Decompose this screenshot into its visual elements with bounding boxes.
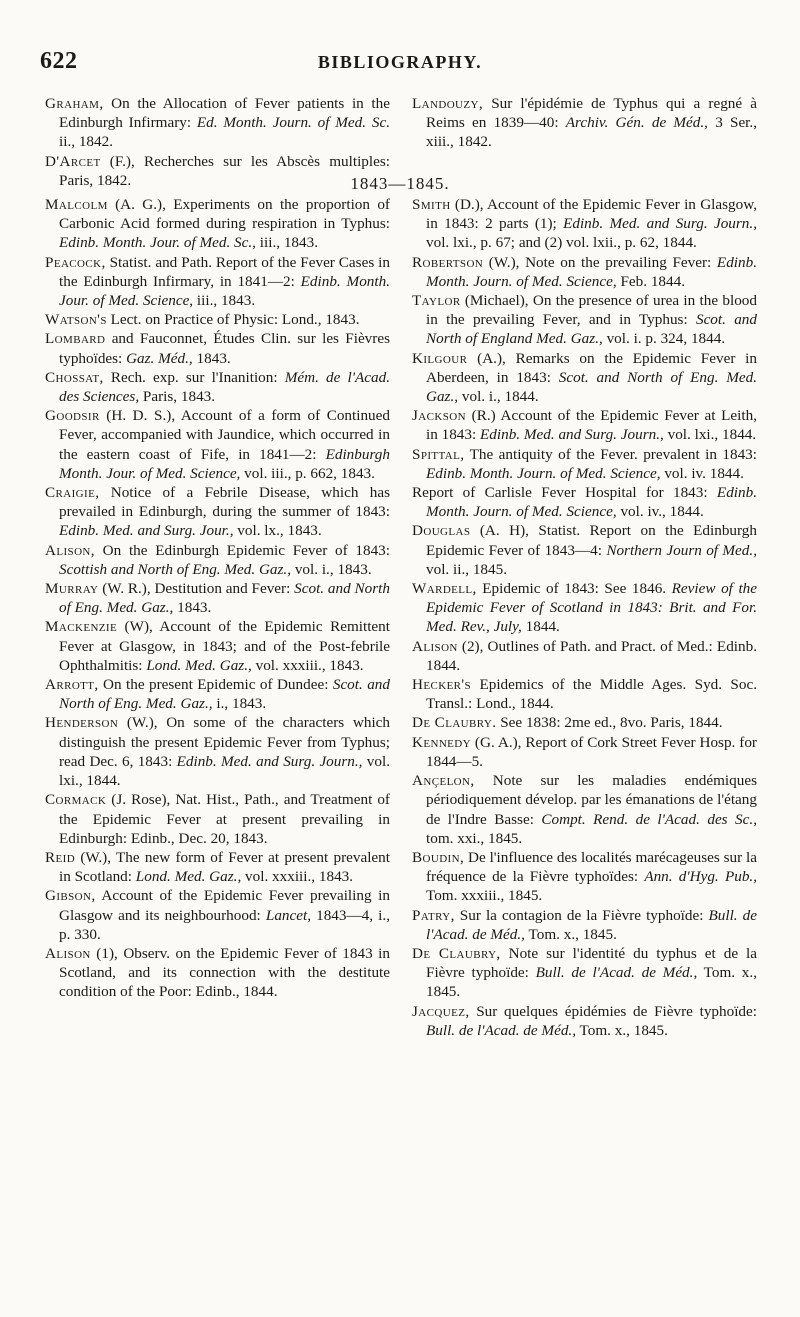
entry-tail: iii., 1843. — [193, 292, 256, 310]
entry-reference: Scot. and North of England Med. Gaz., — [426, 311, 757, 348]
entry-author: Alison — [412, 637, 458, 655]
entry-text: Lect. on Practice of Physic: Lond., 1843. — [106, 311, 360, 329]
entry-text: On the Allocation of Fever patients in the Edinburgh Infirmary: — [59, 95, 390, 132]
entry-tail: vol. xxxiii., 1843. — [251, 656, 364, 674]
entry-text: Report of Carlisle Fever Hospital for 1843: — [412, 484, 717, 502]
entry-tail: tom. xxi., 1845. — [426, 829, 523, 847]
entry-reference: Lond. Med. Gaz., — [146, 656, 252, 674]
bibliography-entry — [412, 733, 757, 771]
bibliography-entry — [412, 483, 757, 521]
entry-author: Peacock, — [45, 253, 106, 271]
entry-author: Craigie, — [45, 484, 100, 502]
entry-author: Hecker's — [412, 676, 472, 694]
entry-tail: ii., 1842. — [59, 133, 114, 151]
entry-tail: iii., 1843. — [255, 234, 319, 252]
entry-text: The antiquity of the Fever. prevalent in 1843: — [464, 445, 757, 463]
bibliography-entry — [45, 790, 390, 848]
entry-tail: vol. iv., 1844. — [616, 503, 704, 521]
entry-reference: Lond. Med. Gaz., — [135, 868, 242, 886]
bibliography-entry — [45, 195, 390, 253]
entry-text: and Fauconnet, Études Clin. sur les Fièvres typhoïdes: — [59, 330, 390, 367]
entry-text: See 1838: 2me ed., 8vo. Paris, 1844. — [496, 714, 723, 732]
entry-text: (W.), On some of the characters which distinguish the present Epidemic Fever from Typhus; read Dec. 6, 1843: — [59, 714, 390, 770]
entry-tail: vol. i., 1844. — [458, 388, 539, 406]
bottom-left-column — [45, 195, 390, 1002]
entry-reference: Review of the Epidemic Fever of Scotland in 1843: Brit. and For. Med. Rev., July, — [426, 580, 758, 636]
entry-reference: Edinb. Month. Jour. of Med. Sc., — [59, 234, 256, 252]
entry-tail: vol. lx., 1843. — [233, 522, 322, 540]
entry-text: Sur la contagion de la Fièvre typhoïde: — [454, 906, 709, 924]
bibliography-entry — [45, 406, 390, 483]
bibliography-entry — [45, 310, 390, 329]
entry-reference: Gaz. Méd., — [126, 349, 193, 367]
entry-author: Alison, — [45, 541, 95, 559]
entry-author: Douglas — [412, 522, 471, 540]
entry-tail: 1843. — [173, 599, 212, 617]
entry-text: Epidemic of 1843: See 1846. — [476, 580, 672, 598]
bibliography-entry — [45, 579, 390, 617]
bibliography-entry — [45, 368, 390, 406]
year-range-divider: 1843—1845. — [350, 174, 450, 193]
bibliography-entry — [412, 406, 757, 444]
entry-author: Cormack — [45, 791, 107, 809]
entry-reference: Edinb. Med. and Surg. Journ., — [176, 752, 363, 770]
entry-reference: Edinburgh Month. Jour. of Med. Science, — [59, 445, 390, 482]
entry-author: Graham, — [45, 95, 104, 112]
entry-text: (W), Account of the Epidemic Remittent Fever at Glasgow, in 1843; and of the Post-febrile Ophthalmitis: — [59, 618, 390, 674]
page-number: 622 — [40, 48, 78, 74]
entry-author: Kilgour — [412, 349, 468, 367]
entry-text: (1), Observ. on the Epidemic Fever of 1843 in Scotland, and its connection with the destitute condition of the Poor: Edinb., 1844. — [59, 944, 390, 1001]
entry-author: Landouzy, — [412, 95, 484, 112]
entry-author: Boudin, — [412, 848, 465, 866]
bottom-right-column — [412, 195, 757, 1040]
bibliography-entry — [45, 848, 390, 886]
entry-author: Kennedy — [412, 733, 471, 751]
bibliography-entry — [45, 713, 390, 790]
entry-text: On the present Epidemic of Dundee: — [98, 676, 333, 694]
entry-author: Jacquez, — [412, 1002, 470, 1020]
entry-tail: vol. iii., p. 662, 1843. — [240, 464, 375, 482]
running-title: BIBLIOGRAPHY. — [317, 52, 483, 72]
entry-author: D'Arcet — [45, 152, 101, 170]
entry-author: Taylor — [412, 292, 461, 310]
bibliography-entry — [412, 521, 757, 579]
entry-reference: Scot. and North of Eng. Med. Gaz., — [59, 580, 390, 617]
entry-author: Reid — [45, 848, 76, 866]
entry-text: (G. A.), Report of Cork Street Fever Hosp. for 1844—5. — [426, 733, 757, 770]
entry-text: Note sur l'identité du typhus et de la Fièvre typhoïde: — [426, 944, 757, 982]
entry-tail: Tom. xxxiii., 1845. — [426, 887, 543, 905]
entry-author: Chossat, — [45, 368, 104, 386]
entry-author: Robertson — [412, 253, 484, 271]
entry-author: Goodsir — [45, 407, 100, 425]
entry-tail: vol. xxxiii., 1843. — [241, 868, 354, 886]
bibliography-entry — [45, 253, 390, 311]
entry-reference: Lancet, — [265, 906, 312, 924]
entry-tail: vol. lxi., p. 67; and (2) vol. lxii., p. 62, 1844. — [426, 234, 697, 252]
entry-reference: Mém. de l'Acad. des Sciences, — [59, 368, 390, 406]
entry-tail: Feb. 1844. — [616, 272, 685, 290]
entry-author: Jackson — [412, 407, 466, 425]
bibliography-entry — [412, 94, 757, 152]
entry-tail: Tom. x., 1845. — [576, 1021, 668, 1039]
bibliography-entry — [45, 886, 390, 944]
entry-text: De l'influence des localités marécageuses sur la fréquence de la Fièvre typhoïdes: — [426, 848, 757, 886]
entry-text: Account of the Epidemic Fever prevailing in Glasgow and its neighbourhood: — [59, 887, 390, 924]
entry-author: Ançelon, — [412, 772, 475, 790]
entry-author: Watson's — [45, 311, 107, 329]
entry-reference: Ann. d'Hyg. Pub., — [644, 868, 758, 886]
entry-text: Sur quelques épidémies de Fièvre typhoïde: — [469, 1002, 757, 1020]
entry-text: Statist. and Path. Report of the Fever Cases in the Edinburgh Infirmary, in 1841—2: — [59, 253, 390, 290]
entry-text: (A. G.), Experiments on the proportion of Carbonic Acid formed during respiration in Typhus: — [59, 196, 390, 233]
bibliography-entry — [45, 541, 390, 579]
entry-reference: Archiv. Gén. de Méd., — [565, 114, 708, 132]
entry-author: Lombard — [45, 330, 106, 348]
entry-reference: Compt. Rend. de l'Acad. des Sc., — [541, 810, 757, 828]
bibliography-entry — [412, 675, 757, 713]
entry-text: (2), Outlines of Path. and Pract. of Med.: Edinb. 1844. — [426, 637, 757, 674]
bibliography-entry — [45, 329, 390, 367]
entry-reference: Scot. and North of Eng. Med. Gaz., — [426, 368, 758, 406]
bibliography-entry — [45, 675, 390, 713]
entry-tail: Tom. x., 1845. — [426, 964, 757, 1001]
entry-author: Malcolm — [45, 196, 108, 213]
entry-tail: vol. iv. 1844. — [660, 464, 744, 482]
entry-author: Arrott, — [45, 676, 99, 694]
bibliography-entry — [412, 1002, 757, 1040]
bibliography-entry — [412, 713, 757, 732]
entry-author: Alison — [45, 944, 91, 962]
entry-reference: Edinb. Med. and Surg. Jour., — [59, 522, 234, 540]
entry-text: (W. R.), Destitution and Fever: — [98, 580, 295, 598]
entry-text: (D.), Account of the Epidemic Fever in Glasgow, in 1843: 2 parts (1); — [426, 196, 757, 233]
entry-reference: Scottish and North of Eng. Med. Gaz., — [59, 560, 292, 578]
entry-text: (J. Rose), Nat. Hist., Path., and Treatment of the Epidemic Fever at present prevailing in Edinburgh: Edinb., Dec. 20, 1843. — [59, 791, 390, 847]
entry-tail: 1844. — [521, 618, 560, 636]
entry-text: (W.), Note on the prevailing Fever: — [483, 253, 717, 271]
entry-author: Smith — [412, 196, 451, 213]
entry-reference: Northern Journ of Med., — [606, 541, 757, 559]
entry-text: Notice of a Febrile Disease, which has prevailed in Edinburgh, during the summer of 1843: — [59, 484, 390, 521]
entry-text: (A.), Remarks on the Epidemic Fever in Aberdeen, in 1843: — [426, 349, 757, 386]
entry-author: Wardell, — [412, 580, 477, 598]
bibliography-entry — [412, 944, 757, 1002]
page-header — [40, 48, 760, 80]
entry-author: Mackenzie — [45, 618, 118, 636]
bibliography-entry — [45, 617, 390, 675]
bibliography-entry — [45, 944, 390, 1002]
entry-tail: vol. lxi., 1844. — [59, 752, 390, 790]
entry-tail: vol. ii., 1845. — [426, 560, 508, 578]
entry-tail: i., 1843. — [212, 695, 267, 713]
bibliography-entry — [412, 579, 757, 637]
entry-text: On the Edinburgh Epidemic Fever of 1843: — [94, 541, 390, 559]
entry-text: (H. D. S.), Account of a form of Continued Fever, accompanied with Jaundice, which occurred in the eastern coast of Fife, in 1841—2: — [59, 407, 390, 463]
entry-tail: 1843. — [192, 349, 231, 367]
entry-text: (F.), Recherches sur les Abscès multiples: Paris, 1842. — [59, 152, 390, 189]
entry-tail: 1843—4, i., p. 330. — [59, 906, 390, 943]
entry-reference: Scot. and North of Eng. Med. Gaz., — [59, 676, 390, 713]
entry-author: Spittal, — [412, 445, 465, 463]
bibliography-entry — [412, 253, 757, 291]
entry-tail: vol. lxi., 1844. — [663, 426, 757, 444]
entry-reference: Ed. Month. Journ. of Med. Sc. — [196, 114, 390, 132]
entry-text: Note sur les maladies endémiques périodiquement dévelop. par les émanations de l'étang de l'Indre Basse: — [426, 772, 757, 828]
entry-author: Patry, — [412, 906, 455, 924]
entry-reference: Bull. de l'Acad. de Méd., — [535, 964, 698, 982]
entry-tail: Paris, 1843. — [139, 388, 216, 406]
bibliography-entry — [45, 483, 390, 541]
entry-reference: Edinb. Med. and Surg. Journ., — [563, 215, 757, 233]
top-right-column — [412, 94, 757, 152]
entry-author: Murray — [45, 580, 99, 598]
entry-text: Rech. exp. sur l'Inanition: — [103, 368, 285, 386]
entry-tail: vol. i., 1843. — [291, 560, 372, 578]
entry-tail: 3 Ser., xiii., 1842. — [426, 114, 757, 151]
bibliography-entry — [412, 445, 757, 483]
entry-reference: Bull. de l'Acad. de Méd., — [426, 906, 757, 943]
bibliography-entry — [412, 906, 757, 944]
entry-text: (Michael), On the presence of urea in the blood in the prevailing Fever, and in Typhus: — [426, 292, 757, 329]
bibliography-entry — [412, 291, 757, 349]
entry-reference: Edinb. Month. Jour. of Med. Science, — [59, 272, 390, 310]
bibliography-entry — [412, 771, 757, 848]
entry-text: (R.) Account of the Epidemic Fever at Leith, in 1843: — [426, 407, 757, 444]
entry-reference: Edinb. Month. Journ. of Med. Science, — [426, 253, 757, 290]
entry-reference: Bull. de l'Acad. de Méd., — [426, 1021, 577, 1039]
entry-text: (W.), The new form of Fever at present prevalent in Scotland: — [59, 848, 390, 886]
bibliography-entry — [412, 195, 757, 253]
bibliography-entry — [412, 637, 757, 675]
entry-author: Gibson, — [45, 887, 96, 905]
bibliography-entry — [45, 94, 390, 152]
entry-text: Epidemics of the Middle Ages. Syd. Soc. Transl.: Lond., 1844. — [426, 676, 757, 713]
entry-text: Sur l'épidémie de Typhus qui a regné à Reims en 1839—40: — [426, 95, 757, 132]
bibliography-entry — [412, 349, 757, 407]
entry-tail: Tom. x., 1845. — [524, 925, 617, 943]
entry-author: De Claubry, — [412, 944, 501, 962]
entry-tail: vol. i. p. 324, 1844. — [602, 330, 726, 348]
entry-author: De Claubry. — [412, 714, 497, 732]
bibliography-entry — [412, 848, 757, 906]
entry-reference: Edinb. Med. and Surg. Journ., — [480, 426, 664, 444]
entry-author: Henderson — [45, 714, 119, 732]
entry-reference: Edinb. Month. Journ. of Med. Science, — [426, 484, 757, 521]
entry-reference: Edinb. Month. Journ. of Med. Science, — [426, 464, 661, 482]
entry-text: (A. H), Statist. Report on the Edinburgh Epidemic Fever of 1843—4: — [426, 522, 757, 559]
